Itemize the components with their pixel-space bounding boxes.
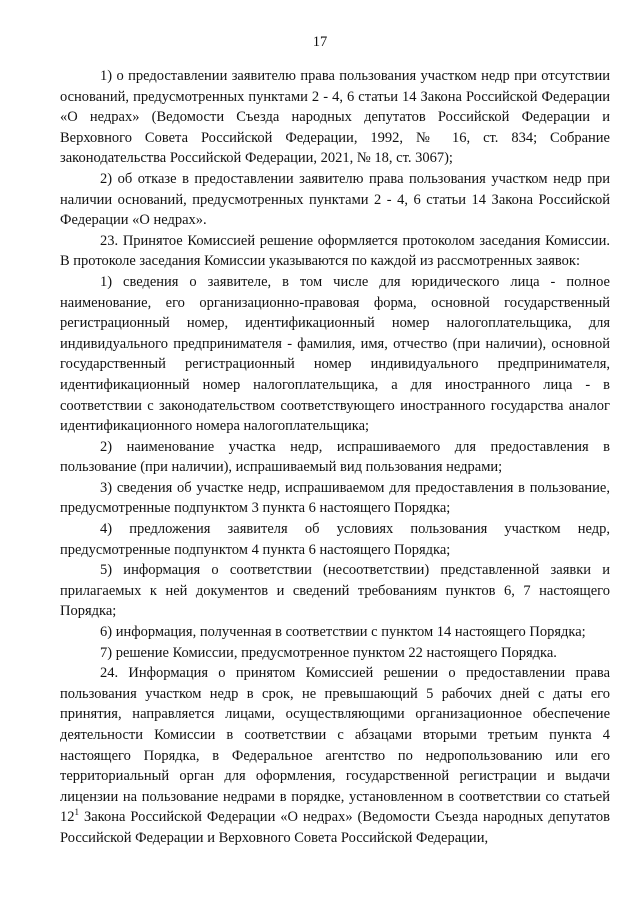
paragraph-item-2: 2) об отказе в предоставлении заявителю права пользования участком недр при наличии оснований, предусмотренных пунктами 2 - 4, 6 статьи 14 Закона Российской Федерации «О недрах».	[60, 170, 610, 229]
section-24-text-end: Закона Российской Федерации «О недрах» (Ведомости Съезда народных депутатов Российской Федерации и Верховного Совета Российской Федерации,	[60, 809, 610, 846]
section-24-text-start: 24. Информация о принятом Комиссией решении о предоставлении права пользования участком недр в срок, не превышающий 5 рабочих дней с даты его принятия, направляется лицами, осуществляющими организационное обеспечение деятельности Комиссии в соответствии с абзацами вторыми третьим пункта 4 настоящего Порядка, в Федеральное агентство по недропользованию или его территориальный орган для оформления, государственной регистрации и выдачи лицензии на пользование недрами в порядке, установленном в соответствии со статьей 12	[60, 665, 610, 826]
paragraph-item-1: 1) о предоставлении заявителю права пользования участком недр при отсутствии оснований, предусмотренных пунктами 2 - 4, 6 статьи 14 Закона Российской Федерации «О недрах» (Ведомости Съезда народных депутатов Российской Федерации и Верховного Совета Российской Федерации, 1992, № 16, ст. 834; Собрание законодательства Российской Федерации, 2021, № 18, ст. 3067);	[60, 68, 610, 167]
document-body	[60, 66, 610, 849]
superscript-one: 1	[74, 807, 79, 818]
paragraph-item-6-information: 6) информация, полученная в соответствии с пунктом 14 настоящего Порядка;	[100, 624, 586, 641]
paragraph-section-24	[60, 663, 610, 848]
paragraph-item-7-decision: 7) решение Комиссии, предусмотренное пунктом 22 настоящего Порядка.	[100, 644, 557, 661]
paragraph-item-2-plot-name: 2) наименование участка недр, испрашиваемого для предоставления в пользование (при наличии), испрашиваемый вид пользования недрами;	[60, 438, 610, 476]
paragraph-section-23: 23. Принятое Комиссией решение оформляется протоколом заседания Комиссии. В протоколе заседания Комиссии указываются по каждой из рассмотренных заявок:	[60, 232, 610, 270]
paragraph-item-5-compliance: 5) информация о соответствии (несоответствии) представленной заявки и прилагаемых к ней документов и сведений требованиям пунктов 6, 7 настоящего Порядка;	[60, 562, 610, 620]
paragraph-item-1-applicant-info: 1) сведения о заявителе, в том числе для юридического лица - полное наименование, его организационно-правовая форма, основной государственный регистрационный номер, идентификационный номер налогоплательщика, для индивидуального предпринимателя - фамилия, имя, отчество (при наличии), основной государственный регистрационный номер индивидуального предпринимателя, идентификационный номер налогоплательщика, а для иностранного лица - в соответствии с законодательством соответствующего иностранного государства аналог идентификационного номера налогоплательщика;	[60, 273, 610, 435]
paragraph-item-3-plot-info: 3) сведения об участке недр, испрашиваемом для предоставления в пользование, предусмотренные подпунктом 3 пункта 6 настоящего Порядка;	[60, 479, 610, 517]
page-number: 17	[312, 34, 328, 50]
paragraph-item-4-proposals: 4) предложения заявителя об условиях пользования участком недр, предусмотренные подпунктом 4 пункта 6 настоящего Порядка;	[60, 521, 610, 558]
